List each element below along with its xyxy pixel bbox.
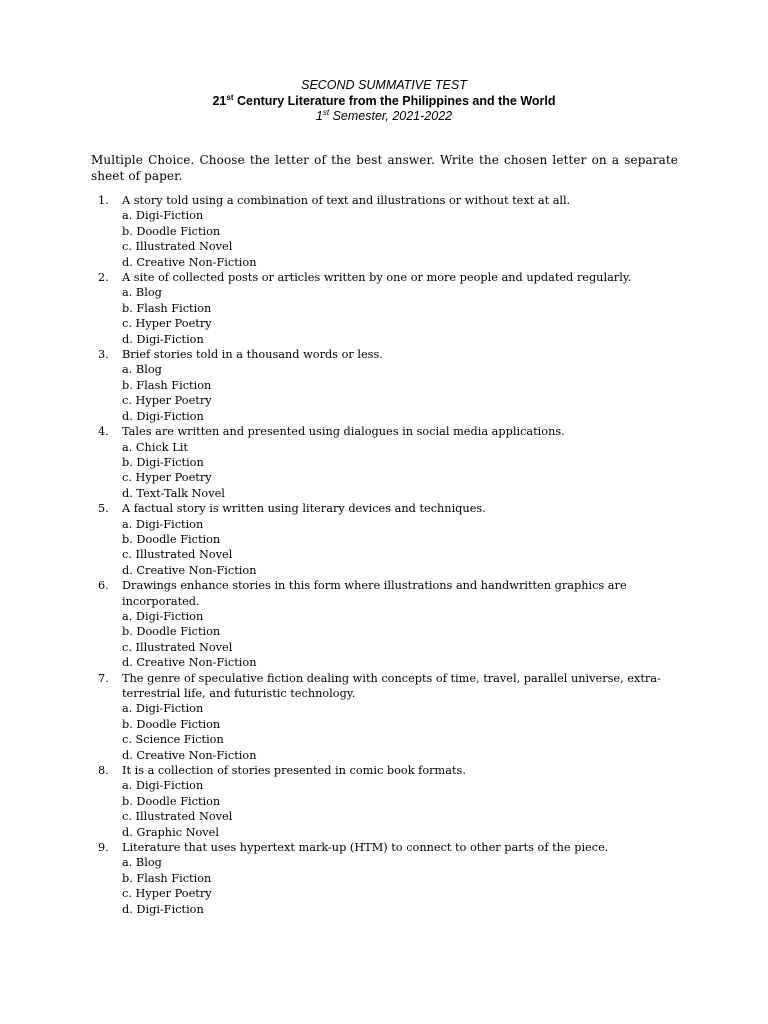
instructions: Multiple Choice. Choose the letter of the best answer. Write the chosen letter on a separate sheet of paper. xyxy=(91,153,678,183)
question-number: 1. xyxy=(98,194,109,207)
question-item xyxy=(91,501,691,578)
question-item xyxy=(91,424,691,501)
question-item xyxy=(91,270,691,347)
answer-option: d. Creative Non-Fiction xyxy=(122,656,257,670)
answer-option: d. Text-Talk Novel xyxy=(122,486,225,500)
answer-option: a. Digi-Fiction xyxy=(122,609,204,623)
answer-option: a. Blog xyxy=(122,363,162,377)
answer-options xyxy=(122,701,691,763)
answer-options xyxy=(122,855,691,917)
question-text: Brief stories told in a thousand words or less. xyxy=(122,348,383,362)
answer-option: b. Flash Fiction xyxy=(122,378,212,392)
answer-option: c. Illustrated Novel xyxy=(122,548,233,562)
semester-ordinal: st xyxy=(322,107,330,117)
answer-options xyxy=(122,285,691,347)
question-number: 4. xyxy=(98,425,109,439)
answer-option: b. Doodle Fiction xyxy=(122,794,221,808)
question-text: A factual story is written using literary devices and techniques. xyxy=(122,502,486,516)
answer-option: c. Hyper Poetry xyxy=(122,317,212,331)
question-number: 6. xyxy=(98,579,109,593)
subject-title xyxy=(0,94,768,110)
answer-option: a. Digi-Fiction xyxy=(122,702,204,716)
answer-option: c. Illustrated Novel xyxy=(122,640,233,654)
answer-option: c. Science Fiction xyxy=(122,733,224,747)
question-number: 3. xyxy=(98,348,109,362)
answer-options xyxy=(122,362,691,424)
answer-options xyxy=(122,208,691,270)
answer-option: a. Blog xyxy=(122,856,162,870)
answer-option: b. Doodle Fiction xyxy=(122,224,221,238)
answer-option: c. Hyper Poetry xyxy=(122,471,212,485)
subject-rest: Century Literature from the Philippines and the World xyxy=(233,93,556,108)
answer-option: c. Illustrated Novel xyxy=(122,240,233,254)
answer-option: c. Hyper Poetry xyxy=(122,887,212,901)
answer-option: d. Digi-Fiction xyxy=(122,409,204,423)
question-item xyxy=(91,347,691,424)
question-number: 5. xyxy=(98,502,109,516)
question-text: A story told using a combination of text and illustrations or without text at all. xyxy=(122,194,571,207)
answer-option: a. Chick Lit xyxy=(122,440,188,454)
answer-option: a. Digi-Fiction xyxy=(122,517,204,531)
answer-option: b. Doodle Fiction xyxy=(122,625,221,639)
answer-option: c. Illustrated Novel xyxy=(122,810,233,824)
answer-option: a. Digi-Fiction xyxy=(122,779,204,793)
question-list xyxy=(91,193,691,917)
answer-options xyxy=(122,609,691,671)
question-item xyxy=(91,193,691,270)
answer-option: d. Creative Non-Fiction xyxy=(122,563,257,577)
semester-line xyxy=(0,109,768,125)
question-number: 9. xyxy=(98,841,109,855)
question-text: A site of collected posts or articles written by one or more people and updated regularly. xyxy=(122,271,632,285)
question-text: Literature that uses hypertext mark-up (HTM) to connect to other parts of the piece. xyxy=(122,841,609,855)
semester-rest: Semester, 2021-2022 xyxy=(329,109,453,123)
answer-option: a. Digi-Fiction xyxy=(122,209,204,223)
question-item xyxy=(91,671,691,763)
question-text: The genre of speculative fiction dealing with concepts of time, travel, parallel universe, extra-terrestrial life, and futuristic technology. xyxy=(122,671,661,700)
question-number: 2. xyxy=(98,271,109,285)
question-item xyxy=(91,840,691,917)
answer-option: d. Graphic Novel xyxy=(122,825,219,839)
answer-option: d. Creative Non-Fiction xyxy=(122,748,257,762)
subject-ordinal: st xyxy=(226,92,234,102)
answer-options xyxy=(122,517,691,579)
answer-option: b. Digi-Fiction xyxy=(122,455,204,469)
question-item xyxy=(91,578,691,670)
answer-option: d. Creative Non-Fiction xyxy=(122,255,257,269)
question-text: Drawings enhance stories in this form where illustrations and handwritten graphics are incorporated. xyxy=(122,579,627,608)
answer-options xyxy=(122,440,691,502)
answer-option: b. Doodle Fiction xyxy=(122,532,221,546)
subject-prefix: 21 xyxy=(212,93,227,108)
answer-option: d. Digi-Fiction xyxy=(122,332,204,346)
answer-option: a. Blog xyxy=(122,286,162,300)
answer-option: b. Flash Fiction xyxy=(122,301,212,315)
answer-option: d. Digi-Fiction xyxy=(122,902,204,916)
answer-option: b. Doodle Fiction xyxy=(122,717,221,731)
question-text: Tales are written and presented using dialogues in social media applications. xyxy=(122,425,565,439)
question-number: 8. xyxy=(98,764,109,778)
semester-prefix: 1 xyxy=(315,109,323,123)
answer-option: b. Flash Fiction xyxy=(122,871,212,885)
question-number: 7. xyxy=(98,671,109,685)
question-item xyxy=(91,763,691,840)
answer-options xyxy=(122,778,691,840)
test-title: SECOND SUMMATIVE TEST xyxy=(301,78,467,92)
question-text: It is a collection of stories presented in comic book formats. xyxy=(122,764,466,778)
test-header xyxy=(0,78,768,125)
answer-option: c. Hyper Poetry xyxy=(122,394,212,408)
